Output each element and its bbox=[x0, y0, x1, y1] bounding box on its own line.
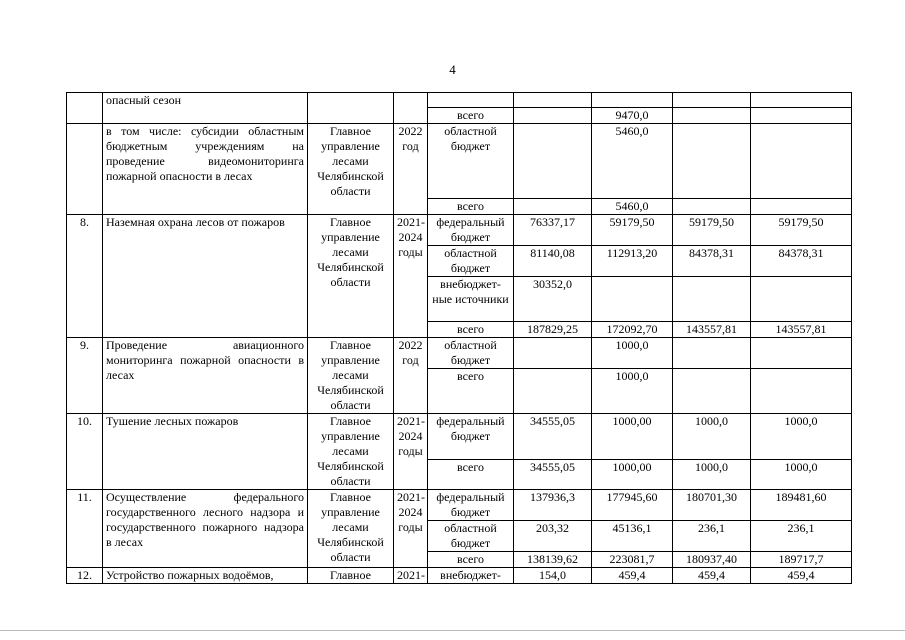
org-line: лесами bbox=[332, 245, 369, 259]
value-2023: 143557,81 bbox=[673, 322, 751, 338]
value-2021: 81140,08 bbox=[514, 246, 592, 277]
value-2021 bbox=[514, 124, 592, 199]
org-line: области bbox=[330, 275, 371, 289]
value-2021: 76337,17 bbox=[514, 215, 592, 246]
value-2023 bbox=[673, 199, 751, 215]
value-2023: 84378,31 bbox=[673, 246, 751, 277]
value-2023: 459,4 bbox=[673, 568, 751, 584]
value-2021: 203,32 bbox=[514, 521, 592, 552]
value-2024 bbox=[751, 277, 852, 322]
value-2021: 187829,25 bbox=[514, 322, 592, 338]
period-cell bbox=[394, 93, 428, 124]
value-2023: 236,1 bbox=[673, 521, 751, 552]
org-line: области bbox=[330, 550, 371, 564]
value-2024: 84378,31 bbox=[751, 246, 852, 277]
value-2022: 9470,0 bbox=[592, 108, 673, 124]
value-2021: 34555,05 bbox=[514, 414, 592, 460]
value-2021 bbox=[514, 369, 592, 414]
responsible-org bbox=[308, 414, 394, 490]
event-description: Наземная охрана лесов от пожаров bbox=[103, 215, 308, 338]
value-2022 bbox=[592, 93, 673, 108]
event-description: Тушение лесных пожаров bbox=[103, 414, 308, 490]
value-2021 bbox=[514, 93, 592, 108]
value-2023: 180701,30 bbox=[673, 490, 751, 521]
row-number-cell bbox=[67, 124, 103, 215]
value-2024 bbox=[751, 338, 852, 369]
value-2024: 459,4 bbox=[751, 568, 852, 584]
responsible-org: Главное bbox=[308, 568, 394, 584]
value-2024 bbox=[751, 369, 852, 414]
value-2024: 1000,0 bbox=[751, 414, 852, 460]
funding-source: внебюджет-ные источники bbox=[428, 277, 514, 322]
value-2022: 1000,00 bbox=[592, 459, 673, 489]
org-line: управление bbox=[321, 353, 380, 367]
value-2022: 177945,60 bbox=[592, 490, 673, 521]
org-line: Главное bbox=[330, 338, 371, 352]
funding-source: всего bbox=[428, 552, 514, 568]
org-line: лесами bbox=[332, 368, 369, 382]
value-2024 bbox=[751, 124, 852, 199]
value-2021: 154,0 bbox=[514, 568, 592, 584]
table-row bbox=[67, 338, 852, 369]
funding-source: федеральный бюджет bbox=[428, 490, 514, 521]
value-2021: 30352,0 bbox=[514, 277, 592, 322]
value-2021: 137936,3 bbox=[514, 490, 592, 521]
value-2024: 236,1 bbox=[751, 521, 852, 552]
org-line: управление bbox=[321, 230, 380, 244]
period: 2022 год bbox=[394, 124, 428, 215]
org-line: области bbox=[330, 474, 371, 488]
row-number: 12. bbox=[67, 568, 103, 584]
table-row bbox=[67, 414, 852, 460]
value-2023 bbox=[673, 338, 751, 369]
table-row bbox=[67, 124, 852, 199]
funding-source: всего bbox=[428, 322, 514, 338]
org-line: Челябинской bbox=[317, 169, 384, 183]
period: 2021-2024 годы bbox=[394, 215, 428, 338]
value-2022: 5460,0 bbox=[592, 199, 673, 215]
funding-source: внебюджет- bbox=[428, 568, 514, 584]
org-line: Челябинской bbox=[317, 260, 384, 274]
org-line: управление bbox=[321, 139, 380, 153]
period: 2021-2024 годы bbox=[394, 490, 428, 568]
value-2022: 1000,00 bbox=[592, 414, 673, 460]
value-2024: 189717,7 bbox=[751, 552, 852, 568]
org-line: лесами bbox=[332, 154, 369, 168]
org-line: Челябинской bbox=[317, 383, 384, 397]
event-description: в том числе: субсидии областным бюджетным учреждениям на проведение видеомониторинга пожарной опасности в лесах bbox=[103, 124, 308, 215]
org-line: Главное bbox=[330, 215, 371, 229]
value-2023 bbox=[673, 277, 751, 322]
org-line: лесами bbox=[332, 444, 369, 458]
value-2024 bbox=[751, 93, 852, 108]
value-2022: 112913,20 bbox=[592, 246, 673, 277]
org-line: управление bbox=[321, 429, 380, 443]
event-description: Проведение авиационного мониторинга пожарной опасности в лесах bbox=[103, 338, 308, 414]
value-2022: 45136,1 bbox=[592, 521, 673, 552]
value-2024: 59179,50 bbox=[751, 215, 852, 246]
value-2024: 143557,81 bbox=[751, 322, 852, 338]
value-2022: 459,4 bbox=[592, 568, 673, 584]
value-2023 bbox=[673, 93, 751, 108]
value-2023: 1000,0 bbox=[673, 414, 751, 460]
funding-source: областной бюджет bbox=[428, 338, 514, 369]
period: 2022 год bbox=[394, 338, 428, 414]
value-2022: 172092,70 bbox=[592, 322, 673, 338]
budget-table bbox=[66, 92, 852, 584]
value-2024: 1000,0 bbox=[751, 459, 852, 489]
value-2023: 180937,40 bbox=[673, 552, 751, 568]
funding-source bbox=[428, 93, 514, 108]
funding-source: всего bbox=[428, 459, 514, 489]
table-row bbox=[67, 490, 852, 521]
value-2022: 223081,7 bbox=[592, 552, 673, 568]
value-2021 bbox=[514, 338, 592, 369]
org-line: Челябинской bbox=[317, 459, 384, 473]
value-2021 bbox=[514, 108, 592, 124]
value-2023: 59179,50 bbox=[673, 215, 751, 246]
funding-source: федеральный бюджет bbox=[428, 414, 514, 460]
org-line: Главное bbox=[330, 414, 371, 428]
value-2022: 5460,0 bbox=[592, 124, 673, 199]
funding-source: областной бюджет bbox=[428, 246, 514, 277]
value-2023 bbox=[673, 369, 751, 414]
value-2022: 1000,0 bbox=[592, 338, 673, 369]
table-row bbox=[67, 215, 852, 246]
org-line: управление bbox=[321, 505, 380, 519]
row-number: 8. bbox=[67, 215, 103, 338]
org-cell bbox=[308, 93, 394, 124]
responsible-org bbox=[308, 215, 394, 338]
value-2024 bbox=[751, 199, 852, 215]
responsible-org bbox=[308, 124, 394, 215]
value-2021: 34555,05 bbox=[514, 459, 592, 489]
row-number: 9. bbox=[67, 338, 103, 414]
org-line: Главное bbox=[330, 490, 371, 504]
funding-source: всего bbox=[428, 369, 514, 414]
org-line: области bbox=[330, 398, 371, 412]
page-bottom-edge bbox=[0, 630, 905, 631]
period: 2021-2024 годы bbox=[394, 414, 428, 490]
org-line: лесами bbox=[332, 520, 369, 534]
event-description: опасный сезон bbox=[103, 93, 308, 124]
event-description: Осуществление федерального государственного лесного надзора и государственного пожарного надзора в лесах bbox=[103, 490, 308, 568]
responsible-org bbox=[308, 338, 394, 414]
event-description: Устройство пожарных водоёмов, bbox=[103, 568, 308, 584]
org-line: Главное bbox=[330, 124, 371, 138]
value-2021 bbox=[514, 199, 592, 215]
value-2023: 1000,0 bbox=[673, 459, 751, 489]
value-2022: 59179,50 bbox=[592, 215, 673, 246]
funding-source: областной бюджет bbox=[428, 124, 514, 199]
page-number: 4 bbox=[449, 62, 456, 77]
row-number: 11. bbox=[67, 490, 103, 568]
funding-source: федеральный бюджет bbox=[428, 215, 514, 246]
row-number-cell bbox=[67, 93, 103, 124]
value-2021: 138139,62 bbox=[514, 552, 592, 568]
value-2024: 189481,60 bbox=[751, 490, 852, 521]
funding-source: областной бюджет bbox=[428, 521, 514, 552]
responsible-org bbox=[308, 490, 394, 568]
value-2023 bbox=[673, 108, 751, 124]
org-line: области bbox=[330, 184, 371, 198]
row-number: 10. bbox=[67, 414, 103, 490]
value-2022: 1000,0 bbox=[592, 369, 673, 414]
value-2024 bbox=[751, 108, 852, 124]
period: 2021- bbox=[394, 568, 428, 584]
table-row bbox=[67, 568, 852, 584]
value-2022 bbox=[592, 277, 673, 322]
funding-source: всего bbox=[428, 108, 514, 124]
funding-source: всего bbox=[428, 199, 514, 215]
org-line: Челябинской bbox=[317, 535, 384, 549]
table-row bbox=[67, 93, 852, 108]
value-2023 bbox=[673, 124, 751, 199]
